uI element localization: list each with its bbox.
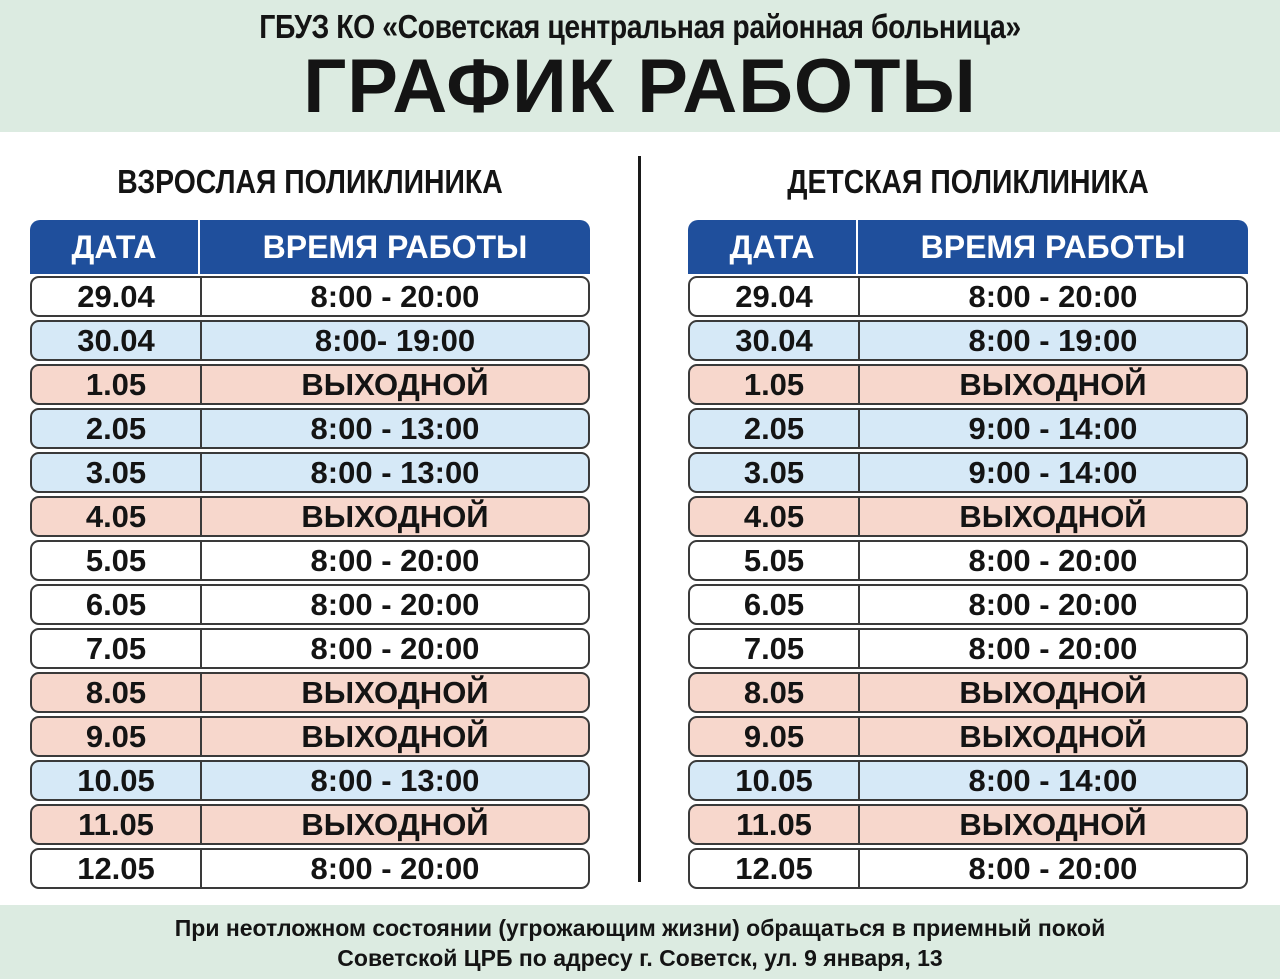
row-hours: 8:00 - 20:00 (310, 586, 480, 622)
row-date: 9.05 (32, 718, 202, 755)
table-row (30, 452, 590, 493)
table-row (688, 584, 1248, 625)
row-hours: ВЫХОДНОЙ (301, 674, 489, 710)
organization-name: ГБУЗ КО «Советская центральная районная больница» (259, 8, 1021, 45)
row-date: 6.05 (690, 586, 860, 623)
footer-line-2: Советской ЦРБ по адресу г. Советск, ул. 9 января, 13 (337, 945, 943, 971)
table-row (688, 408, 1248, 449)
row-date: 10.05 (32, 762, 202, 799)
table-row (688, 452, 1248, 493)
row-hours: 8:00 - 20:00 (968, 850, 1138, 886)
header-time: ВРЕМЯ РАБОТЫ (920, 228, 1186, 265)
page-title: ГРАФИК РАБОТЫ (303, 44, 977, 129)
child-schedule-table (688, 220, 1248, 892)
child-rows (688, 276, 1248, 889)
adult-rows (30, 276, 590, 889)
row-hours: 8:00 - 13:00 (310, 762, 480, 798)
row-hours: 8:00 - 20:00 (968, 586, 1138, 622)
row-date: 12.05 (32, 850, 202, 887)
row-hours: 8:00 - 20:00 (968, 278, 1138, 314)
table-row (30, 848, 590, 889)
row-hours: ВЫХОДНОЙ (301, 806, 489, 842)
row-hours: 8:00 - 20:00 (968, 630, 1138, 666)
row-date: 5.05 (690, 542, 860, 579)
table-row (30, 276, 590, 317)
table-header (30, 220, 590, 274)
table-row (30, 584, 590, 625)
table-row (30, 716, 590, 757)
row-date: 1.05 (32, 366, 202, 403)
row-date: 4.05 (32, 498, 202, 535)
row-hours: 8:00 - 20:00 (310, 630, 480, 666)
row-date: 6.05 (32, 586, 202, 623)
row-hours: ВЫХОДНОЙ (301, 718, 489, 754)
row-hours: 8:00 - 20:00 (310, 850, 480, 886)
table-row (30, 540, 590, 581)
row-hours: 8:00 - 20:00 (968, 542, 1138, 578)
row-hours: ВЫХОДНОЙ (959, 366, 1147, 402)
row-date: 30.04 (690, 322, 860, 359)
adult-clinic-title: ВЗРОСЛАЯ ПОЛИКЛИНИКА (117, 163, 503, 200)
row-date: 29.04 (690, 278, 860, 315)
footer-notice (0, 905, 1280, 979)
header-date: ДАТА (30, 220, 200, 274)
table-row (30, 408, 590, 449)
row-hours: 8:00 - 20:00 (310, 278, 480, 314)
row-hours: ВЫХОДНОЙ (959, 806, 1147, 842)
table-row (688, 672, 1248, 713)
table-row (688, 364, 1248, 405)
row-hours: 8:00 - 19:00 (968, 322, 1138, 358)
table-row (688, 760, 1248, 801)
row-hours: 9:00 - 14:00 (968, 454, 1138, 490)
table-row (688, 496, 1248, 537)
child-clinic-title: ДЕТСКАЯ ПОЛИКЛИНИКА (787, 163, 1149, 200)
row-date: 1.05 (690, 366, 860, 403)
footer-line-1: При неотложном состоянии (угрожающим жизни) обращаться в приемный покой (174, 915, 1106, 941)
row-hours: ВЫХОДНОЙ (301, 498, 489, 534)
row-hours: ВЫХОДНОЙ (959, 674, 1147, 710)
table-row (688, 276, 1248, 317)
header-band (0, 0, 1280, 132)
table-row (30, 320, 590, 361)
table-row (30, 804, 590, 845)
table-row (30, 628, 590, 669)
table-row (688, 320, 1248, 361)
row-date: 7.05 (690, 630, 860, 667)
row-date: 4.05 (690, 498, 860, 535)
row-date: 29.04 (32, 278, 202, 315)
row-date: 5.05 (32, 542, 202, 579)
table-row (30, 496, 590, 537)
table-row (688, 628, 1248, 669)
table-row (688, 716, 1248, 757)
row-date: 11.05 (32, 806, 202, 843)
header-time: ВРЕМЯ РАБОТЫ (262, 228, 528, 265)
row-hours: 9:00 - 14:00 (968, 410, 1138, 446)
row-date: 3.05 (32, 454, 202, 491)
row-hours: ВЫХОДНОЙ (301, 366, 489, 402)
row-date: 8.05 (32, 674, 202, 711)
row-date: 3.05 (690, 454, 860, 491)
row-hours: ВЫХОДНОЙ (959, 718, 1147, 754)
row-hours: 8:00 - 13:00 (310, 410, 480, 446)
row-date: 30.04 (32, 322, 202, 359)
row-date: 2.05 (32, 410, 202, 447)
row-hours: ВЫХОДНОЙ (959, 498, 1147, 534)
row-date: 10.05 (690, 762, 860, 799)
table-row (30, 672, 590, 713)
row-hours: 8:00 - 13:00 (310, 454, 480, 490)
row-date: 12.05 (690, 850, 860, 887)
adult-schedule-table (30, 220, 590, 892)
table-row (688, 540, 1248, 581)
column-divider (638, 156, 641, 882)
table-row (688, 848, 1248, 889)
row-date: 11.05 (690, 806, 860, 843)
row-date: 2.05 (690, 410, 860, 447)
table-row (30, 364, 590, 405)
header-date: ДАТА (688, 220, 858, 274)
row-hours: 8:00- 19:00 (314, 322, 476, 358)
row-hours: 8:00 - 20:00 (310, 542, 480, 578)
table-row (30, 760, 590, 801)
table-header (688, 220, 1248, 274)
row-date: 9.05 (690, 718, 860, 755)
row-date: 7.05 (32, 630, 202, 667)
table-row (688, 804, 1248, 845)
row-date: 8.05 (690, 674, 860, 711)
row-hours: 8:00 - 14:00 (968, 762, 1138, 798)
